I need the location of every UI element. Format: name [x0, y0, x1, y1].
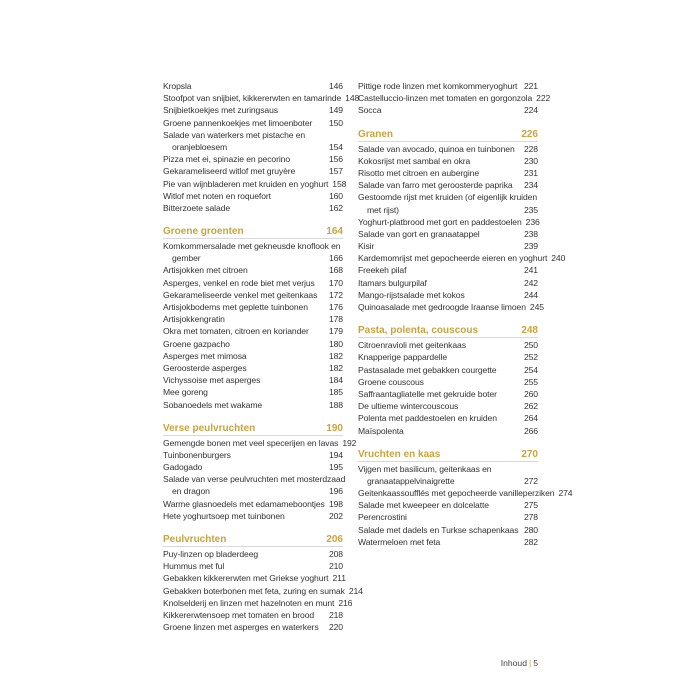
entry-title: Artisjokken met citroen: [163, 265, 248, 276]
toc-entry[interactable]: [163, 165, 343, 177]
entry-title-continued: granaatappelvinaigrette: [367, 475, 455, 486]
toc-section: [163, 422, 357, 522]
toc-entry[interactable]: [163, 338, 343, 350]
entry-title-continued: met rijst): [367, 204, 399, 215]
toc-entry[interactable]: [358, 376, 538, 388]
entry-title: Pastasalade met gebakken courgette: [358, 364, 497, 375]
toc-entry[interactable]: [163, 313, 343, 325]
entry-title: Salade van waterkers met pistache en: [163, 129, 306, 140]
toc-entry-continuation[interactable]: [163, 485, 343, 497]
entry-page: 188: [328, 399, 343, 410]
entry-page: 244: [523, 289, 538, 300]
entry-page: 170: [328, 277, 343, 288]
entry-page: 275: [523, 500, 538, 511]
entry-title: Quinoasalade met gedroogde Iraanse limoen: [358, 302, 526, 312]
toc-entry[interactable]: [358, 252, 566, 264]
toc-entry[interactable]: [163, 374, 343, 386]
entry-page: 162: [328, 202, 343, 213]
section-title: Pasta, polenta, couscous: [358, 325, 479, 337]
entry-title: Gekarameliseerde venkel met geitenkaas: [163, 289, 318, 300]
toc-entry[interactable]: [163, 560, 343, 572]
toc-entry[interactable]: [358, 536, 538, 548]
toc-entry[interactable]: [163, 325, 343, 337]
toc-entry[interactable]: [163, 153, 343, 165]
entry-page: 182: [328, 362, 343, 373]
section-title: Granen: [358, 128, 394, 140]
entry-page: 148: [345, 93, 360, 104]
entry-title: Gebakken boterbonen met feta, zuring en sumak: [163, 585, 345, 596]
entry-title: Groene pannenkoekjes met limoenboter: [163, 117, 313, 128]
entry-title-continued: oranjebloesem: [172, 141, 228, 152]
entry-title: Polenta met paddestoelen en kruiden: [358, 413, 497, 424]
entry-title: Kropsla: [163, 81, 192, 91]
toc-entry[interactable]: [163, 461, 343, 473]
entry-title: Mee goreng: [163, 387, 208, 398]
entry-page: 255: [523, 376, 538, 387]
toc-entry[interactable]: [163, 510, 343, 522]
toc-entry[interactable]: [358, 524, 538, 536]
entry-page: 245: [529, 302, 544, 312]
entry-title: Kikkererwtensoep met tomaten en brood: [163, 609, 315, 620]
entry-page: 240: [551, 253, 566, 264]
toc-entry[interactable]: [358, 167, 538, 179]
toc-section: [358, 128, 566, 314]
section-title: Vruchten en kaas: [358, 448, 441, 460]
entry-title: Kardemomrijst met gepocheerde eieren en yoghurt: [358, 253, 548, 264]
toc-entry[interactable]: [358, 264, 538, 276]
entry-page: 180: [328, 338, 343, 349]
toc-entry[interactable]: [358, 104, 538, 116]
toc-entry[interactable]: [163, 277, 343, 289]
entry-title-continued: gember: [172, 253, 201, 264]
entry-page: 214: [348, 585, 363, 596]
toc-entry-continuation[interactable]: [358, 204, 538, 216]
toc-entry[interactable]: [358, 388, 538, 400]
entry-title: Geroosterde asperges: [163, 362, 247, 373]
section-heading[interactable]: [163, 422, 343, 436]
entry-page: 252: [523, 352, 538, 363]
entry-title: Vichyssoise met asperges: [163, 375, 261, 386]
toc-entry[interactable]: [163, 449, 343, 461]
entry-title: De ultieme wintercouscous: [358, 401, 459, 412]
toc-section: [358, 448, 573, 548]
entry-title: Bitterzoete salade: [163, 202, 230, 213]
toc-entry[interactable]: [358, 511, 538, 523]
section-page: 248: [521, 325, 538, 337]
entry-title: Gebakken kikkererwten met Griekse yoghurt: [163, 573, 329, 584]
entry-title: Vijgen met basilicum, geitenkaas en: [358, 463, 492, 474]
entry-title: Groene couscous: [358, 376, 424, 387]
entry-page: 241: [523, 265, 538, 276]
toc-entry[interactable]: [163, 80, 343, 92]
toc-entry[interactable]: [358, 499, 538, 511]
entry-page: 235: [523, 204, 538, 215]
toc-entry[interactable]: [163, 178, 347, 190]
entry-page: 278: [523, 512, 538, 523]
section-page: 270: [521, 448, 538, 460]
entry-page: 230: [523, 155, 538, 166]
toc-entry[interactable]: [163, 129, 343, 141]
entry-page: 166: [328, 253, 343, 264]
entry-title: Hete yoghurtsoep met tuinbonen: [163, 510, 285, 521]
toc-entry[interactable]: [163, 104, 343, 116]
entry-title: Tuinbonenburgers: [163, 449, 231, 460]
toc-section: [163, 80, 360, 214]
entry-page: 234: [523, 180, 538, 191]
toc-entry[interactable]: [163, 437, 357, 449]
section-heading[interactable]: [358, 324, 538, 338]
entry-page: 172: [328, 289, 343, 300]
entry-page: 282: [523, 536, 538, 547]
entry-title: Salade met kweepeer en dolcelatte: [358, 500, 489, 511]
section-heading[interactable]: [358, 128, 538, 142]
entry-title: Knapperige pappardelle: [358, 352, 448, 363]
entry-title-continued: en dragon: [172, 486, 210, 497]
toc-entry[interactable]: [358, 289, 538, 301]
toc-entry[interactable]: [358, 179, 538, 191]
toc-entry[interactable]: [163, 572, 346, 584]
entry-title: Salade van avocado, quinoa en tuinbonen: [358, 143, 515, 154]
entry-page: 198: [328, 498, 343, 509]
toc-entry[interactable]: [163, 301, 343, 313]
entry-page: 179: [328, 326, 343, 337]
entry-title: Mango-rijstsalade met kokos: [358, 289, 465, 300]
footer-page-number: 5: [533, 658, 538, 668]
section-title: Verse peulvruchten: [163, 422, 256, 434]
entry-page: 272: [523, 475, 538, 486]
entry-title: Salade met dadels en Turkse schapenkaas: [358, 524, 519, 535]
section-page: 226: [521, 128, 538, 140]
entry-title: Salade van verse peulvruchten met mosterdzaad: [163, 474, 346, 485]
toc-entry[interactable]: [358, 301, 544, 313]
section-page: 164: [326, 226, 343, 238]
entry-page: 242: [523, 277, 538, 288]
entry-title: Pittige rode linzen met komkommeryoghurt: [358, 81, 518, 91]
entry-title: Geitenkaassoufflés met gepocheerde vanilleperziken: [358, 488, 555, 499]
footer-separator: |: [528, 658, 532, 668]
entry-page: 182: [328, 350, 343, 361]
entry-title: Salade van gort en granaatappel: [358, 228, 480, 239]
section-title: Peulvruchten: [163, 534, 227, 545]
entry-page: 222: [536, 93, 551, 104]
entry-title: Watermeloen met feta: [358, 536, 441, 547]
entry-title: Freekeh pilaf: [358, 265, 407, 276]
entry-page: 211: [332, 573, 346, 584]
entry-title: Perencrostini: [358, 512, 407, 523]
entry-page: 264: [523, 413, 538, 424]
entry-page: 231: [523, 167, 538, 178]
entry-title: Hummus met ful: [163, 561, 225, 572]
entry-page: 218: [328, 609, 343, 620]
entry-title: Witlof met noten en roquefort: [163, 190, 271, 201]
entry-page: 194: [328, 449, 343, 460]
entry-page: 160: [328, 190, 343, 201]
entry-title: Artisjokbodems met geplette tuinbonen: [163, 302, 308, 312]
section-heading[interactable]: [163, 225, 343, 239]
entry-page: 157: [328, 166, 343, 177]
entry-title: Warme glasnoedels met edamameboontjes: [163, 498, 325, 509]
toc-entry[interactable]: [163, 117, 343, 129]
entry-title: Pie van wijnbladeren met kruiden en yoghurt: [163, 178, 329, 189]
entry-title: Socca: [358, 105, 382, 116]
toc-entry[interactable]: [358, 425, 538, 437]
entry-page: 236: [525, 216, 540, 227]
entry-title: Okra met tomaten, citroen en koriander: [163, 326, 309, 337]
toc-entry[interactable]: [163, 548, 343, 560]
toc-entry[interactable]: [163, 240, 343, 252]
entry-title: Salade van farro met geroosterde paprika: [358, 180, 513, 191]
page-footer: [500, 658, 538, 668]
entry-title: Asperges, venkel en rode biet met verjus: [163, 277, 315, 288]
entry-page: 220: [328, 622, 343, 633]
toc-entry[interactable]: [163, 621, 343, 633]
entry-title: Gadogado: [163, 462, 203, 473]
entry-page: 176: [328, 302, 343, 312]
toc-entry-continuation[interactable]: [163, 252, 343, 264]
entry-page: 262: [523, 401, 538, 412]
section-heading[interactable]: [163, 533, 343, 547]
entry-page: 146: [328, 81, 343, 91]
toc-entry[interactable]: [358, 155, 538, 167]
entry-page: 280: [523, 524, 538, 535]
entry-page: 216: [338, 597, 353, 608]
entry-page: 250: [523, 340, 538, 351]
toc-entry[interactable]: [358, 216, 538, 228]
entry-title: Artisjokkengratin: [163, 314, 225, 325]
entry-title: Risotto met citroen en aubergine: [358, 167, 480, 178]
toc-entry[interactable]: [163, 498, 343, 510]
entry-page: 210: [328, 561, 343, 572]
toc-entry[interactable]: [163, 399, 343, 411]
entry-page: 221: [523, 81, 538, 91]
entry-page: 154: [328, 141, 343, 152]
entry-title: Snijbietkoekjes met zuringsaus: [163, 105, 278, 116]
entry-title: Maïspolenta: [358, 425, 404, 436]
entry-page: 274: [558, 488, 573, 499]
toc-column-right: [358, 80, 573, 548]
entry-title: Groene gazpacho: [163, 338, 230, 349]
entry-title: Groene linzen met asperges en waterkers: [163, 622, 319, 633]
footer-section: Inhoud: [500, 658, 527, 668]
toc-entry[interactable]: [163, 202, 343, 214]
entry-page: 195: [328, 462, 343, 473]
toc-entry[interactable]: [358, 228, 538, 240]
toc-entry[interactable]: [163, 473, 346, 485]
toc-entry[interactable]: [163, 350, 343, 362]
entry-page: 185: [328, 387, 343, 398]
toc-entry[interactable]: [358, 92, 551, 104]
toc-entry[interactable]: [358, 487, 573, 499]
entry-title: Gemengde bonen met veel specerijen en lavas: [163, 437, 339, 448]
entry-title: Puy-linzen op bladerdeeg: [163, 549, 259, 559]
entry-page: 192: [342, 437, 357, 448]
entry-title: Castelluccio-linzen met tomaten en gorgonzola: [358, 93, 533, 104]
entry-page: 239: [523, 241, 538, 252]
toc-entry[interactable]: [358, 364, 538, 376]
entry-title: Citroenravioli met geitenkaas: [358, 340, 466, 351]
entry-title: Yoghurt-platbrood met gort en paddestoelen: [358, 216, 522, 227]
section-page: 206: [326, 534, 343, 545]
toc-entry[interactable]: [163, 362, 343, 374]
entry-page: 156: [328, 154, 343, 165]
entry-page: 254: [523, 364, 538, 375]
entry-title: Kisir: [358, 241, 375, 252]
toc-section: [358, 80, 551, 117]
toc-entry-continuation[interactable]: [358, 475, 538, 487]
entry-title: Gestoomde rijst met kruiden (of eigenlijk kruiden: [358, 192, 537, 203]
section-heading[interactable]: [358, 448, 538, 462]
toc-entry[interactable]: [163, 597, 353, 609]
entry-page: 196: [328, 486, 343, 497]
entry-page: 184: [328, 375, 343, 386]
entry-page: 149: [328, 105, 343, 116]
toc-entry[interactable]: [358, 240, 538, 252]
toc-entry[interactable]: [358, 412, 538, 424]
toc-entry-continuation[interactable]: [163, 141, 343, 153]
entry-page: 168: [328, 265, 343, 276]
toc-entry[interactable]: [163, 609, 343, 621]
toc-entry[interactable]: [358, 277, 538, 289]
entry-title: Pizza met ei, spinazie en pecorino: [163, 154, 291, 165]
entry-title: Gekarameliseerd witlof met gruyère: [163, 166, 296, 177]
entry-page: 260: [523, 388, 538, 399]
entry-title: Komkommersalade met gekneusde knoflook en: [163, 241, 341, 252]
entry-page: 238: [523, 228, 538, 239]
entry-title: Kokosrijst met sambal en okra: [358, 155, 471, 166]
toc-entry[interactable]: [163, 386, 343, 398]
entry-title: Asperges met mimosa: [163, 350, 247, 361]
toc-column-left: [163, 80, 363, 633]
entry-page: 224: [523, 105, 538, 116]
toc-entry[interactable]: [358, 351, 538, 363]
entry-page: 202: [328, 510, 343, 521]
entry-title: Stoofpot van snijbiet, kikkererwten en tamarinde: [163, 93, 342, 104]
entry-page: 266: [523, 425, 538, 436]
toc-section: [163, 533, 363, 633]
entry-title: Itamars bulgurpilaf: [358, 277, 427, 288]
toc-entry[interactable]: [358, 80, 538, 92]
entry-page: 178: [328, 314, 343, 325]
section-title: Groene groenten: [163, 226, 244, 238]
toc-entry[interactable]: [358, 339, 538, 351]
toc-entry[interactable]: [358, 143, 538, 155]
toc-entry[interactable]: [358, 400, 538, 412]
entry-title: Knolselderij en linzen met hazelnoten en munt: [163, 597, 335, 608]
toc-entry[interactable]: [358, 191, 538, 203]
entry-page: 208: [328, 549, 343, 559]
toc-entry[interactable]: [163, 92, 360, 104]
entry-page: 228: [523, 143, 538, 154]
toc-entry[interactable]: [163, 190, 343, 202]
toc-entry[interactable]: [163, 289, 343, 301]
toc-section: [358, 324, 538, 437]
entry-page: 150: [328, 117, 343, 128]
entry-page: 158: [332, 178, 347, 189]
toc-entry[interactable]: [163, 264, 343, 276]
toc-entry[interactable]: [163, 585, 363, 597]
entry-title: Sobanoedels met wakame: [163, 399, 263, 410]
toc-entry[interactable]: [358, 463, 538, 475]
entry-title: Saffraantagliatelle met gekruide boter: [358, 388, 497, 399]
section-page: 190: [326, 422, 343, 434]
toc-section: [163, 225, 343, 411]
